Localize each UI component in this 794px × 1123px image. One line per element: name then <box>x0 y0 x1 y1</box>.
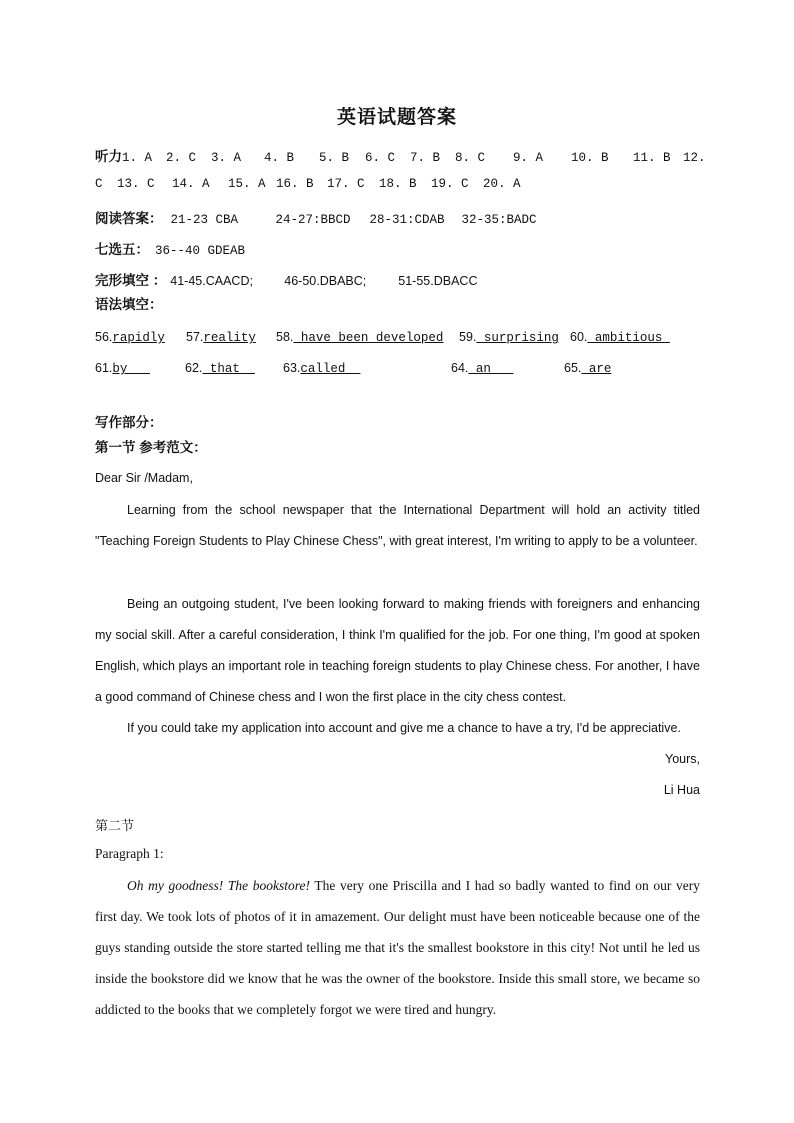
letter-paragraph-1: Learning from the school newspaper that the International Department will hold an activity titled "Teaching Foreign Students to Play Chinese Chess", with great interest, I'm writing to apply to be a volunteer. <box>95 503 700 548</box>
page-title: 英语试题答案 <box>336 106 457 128</box>
story-body: The very one Priscilla and I had so badly wanted to find on our very first day. We took lots of photos of it in amazement. Our delight must have been noticeable because one of the guys standing outside the store started telling me that it's the smallest bookstore in this city! Not until he led us inside the bookstore did we know that he was the owner of the bookstore. Inside this small store, we became so addicted to the books that we completely forgot we were tired and hungry. <box>95 878 700 1017</box>
letter-signature: Li Hua <box>663 783 700 797</box>
letter-paragraph-3: If you could take my application into account and give me a chance to have a try, I'd be appreciative. <box>127 721 681 735</box>
seven-line: 七选五： 36--40 GDEAB <box>95 242 246 258</box>
letter-greeting: Dear Sir /Madam, <box>95 471 193 485</box>
paragraph-label: Paragraph 1: <box>95 846 164 861</box>
reading-label: 阅读答案： <box>95 211 163 226</box>
section1-label: 第一节 参考范文： <box>95 440 207 455</box>
reading-line: 阅读答案： 21-23 CBA 24-27:BBCD 28-31:CDAB 32-35:BADC <box>95 211 537 227</box>
listening-label: 听力 <box>95 149 122 164</box>
grammar-row-2: 61.by 62. that 63.called 64. an 65. are <box>95 361 612 376</box>
letter-paragraph-2: Being an outgoing student, I've been looking forward to making friends with foreigners and enhancing my social skill. After a careful consideration, I think I'm qualified for the job. For one thing, I'm good at spoken English, which plays an important role in teaching foreign students to play Chinese chess. For another, I have a good command of Chinese chess and I won the first place in the city chess contest. <box>95 597 700 704</box>
cloze-label: 完形填空 ： <box>95 273 167 288</box>
grammar-label: 语法填空： <box>95 297 163 312</box>
listening-line-2: C 13. C 14. A 15. A 16. B 17. C 18. B 19. C 20. A <box>95 177 521 191</box>
letter-closing: Yours, <box>665 752 700 766</box>
seven-label: 七选五： <box>95 242 149 257</box>
section2-label: 第二节 <box>95 819 135 834</box>
writing-label: 写作部分： <box>95 415 163 430</box>
story-opening-italic: Oh my goodness! The bookstore! <box>127 878 310 893</box>
story-paragraph <box>95 870 700 1025</box>
cloze-line: 完形填空 ： 41-45.CAACD; 46-50.DBABC; 51-55.DBACC <box>95 273 478 288</box>
grammar-row-1: 56.rapidly 57.reality 58. have been developed 59. surprising 60. ambitious <box>95 330 670 345</box>
listening-answers-1: 1. A 2. C 3. A 4. B 5. B 6. C 7. B 8. C 9. A 10. B 11. B 12. <box>122 151 706 165</box>
listening-line-1 <box>95 145 706 166</box>
